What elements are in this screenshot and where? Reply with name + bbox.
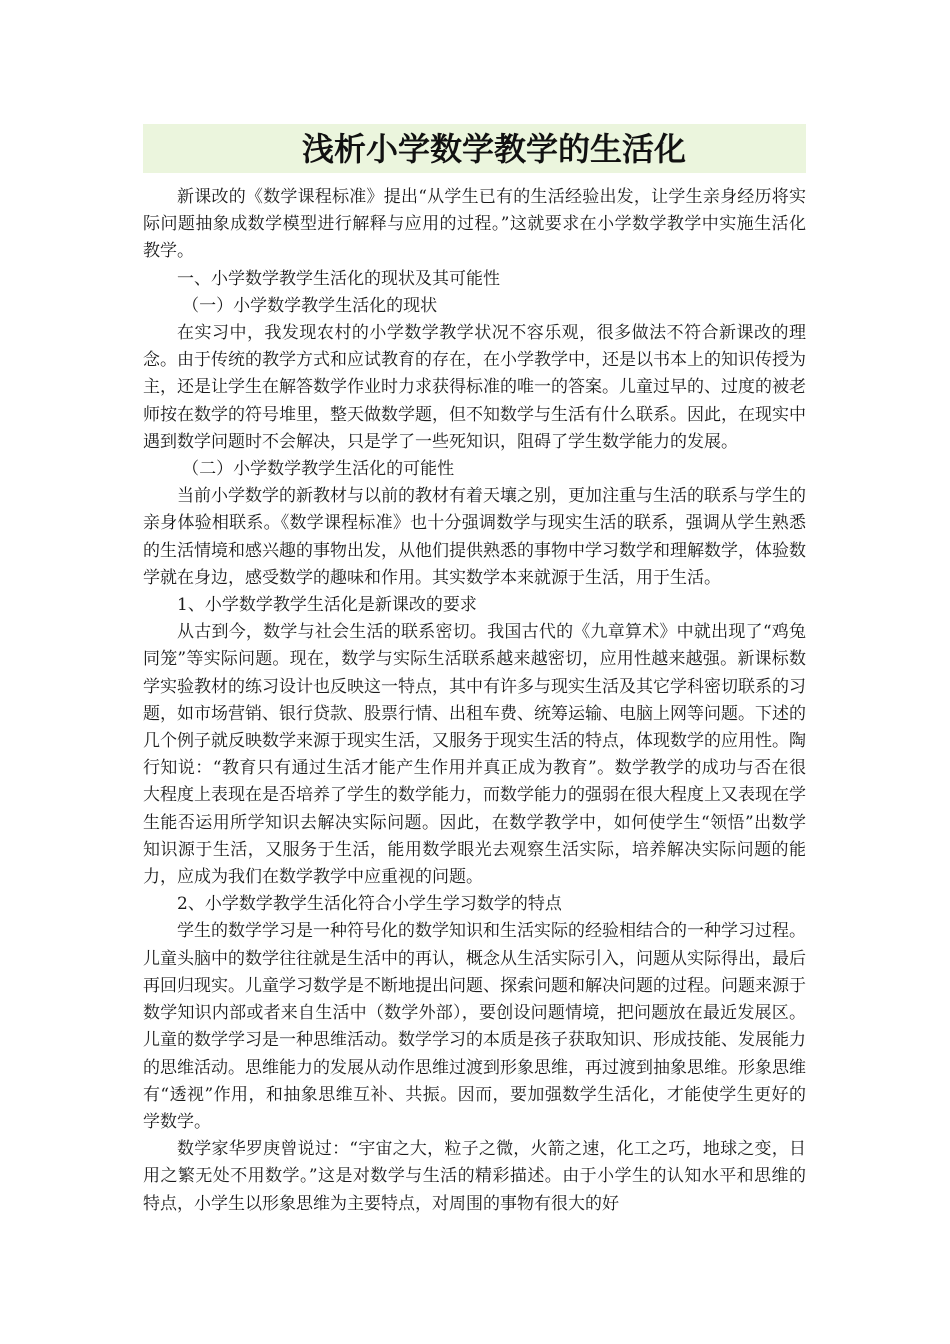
body-paragraph: 在实习中，我发现农村的小学数学教学状况不容乐观，很多做法不符合新课改的理念。由于传统的教学方式和应试教育的存在，在小学教学中，还是以书本上的知识传授为主，还是让学生在解答数学作业时力求获得标准的唯一的答案。儿童过早的、过度的被老师按在数学的符号堆里，整天做数学题，但不知数学与生活有什么联系。因此，在现实中遇到数学问题时不会解决，只是学了一些死知识，阻碍了学生数学能力的发展。 xyxy=(143,323,806,452)
subsection-heading: （二）小学数学教学生活化的可能性 xyxy=(182,459,455,480)
body-paragraph: 数学家华罗庚曾说过：“宇宙之大，粒子之微，火箭之速，化工之巧，地球之变，日用之繁无处不用数学。”这是对数学与生活的精彩描述。由于小学生的认知水平和思维的特点，小学生以形象思维为主要特点，对周围的事物有很大的好 xyxy=(143,1139,806,1214)
body-paragraph: 从古到今，数学与社会生活的联系密切。我国古代的《九章算术》中就出现了“鸡兔同笼”等实际问题。现在，数学与实际生活联系越来越密切，应用性越来越强。新课标数学实验教材的练习设计也反映这一特点，其中有许多与现实生活及其它学科密切联系的习题，如市场营销、银行贷款、股票行情、出租车费、统筹运输、电脑上网等问题。下述的几个例子就反映数学来源于现实生活，又服务于现实生活的特点，体现数学的应用性。陶行知说：“教育只有通过生活才能产生作用并真正成为教育”。数学教学的成功与否在很大程度上表现在是否培养了学生的数学能力，而数学能力的强弱在很大程度上又表现在学生能否运用所学知识去解决实际问题。因此，在数学教学中，如何使学生“领悟”出数学知识源于生活，又服务于生活，能用数学眼光去观察生活实际，培养解决实际问题的能力，应成为我们在数学教学中应重视的问题。 xyxy=(143,622,806,888)
body-paragraph: 当前小学数学的新教材与以前的教材有着天壤之别，更加注重与生活的联系与学生的亲身体验相联系。《数学课程标准》也十分强调数学与现实生活的联系，强调从学生熟悉的生活情境和感兴趣的事物出发，从他们提供熟悉的事物中学习数学和理解数学，体验数学就在身边，感受数学的趣味和作用。其实数学本来就源于生活，用于生活。 xyxy=(143,486,806,588)
body-paragraph: 学生的数学学习是一种符号化的数学知识和生活实际的经验相结合的一种学习过程。儿童头脑中的数学往往就是生活中的再认，概念从生活实际引入，问题从实际得出，最后再回归现实。儿童学习数学是不断地提出问题、探索问题和解决问题的过程。问题来源于数学知识内部或者来自生活中（数学外部），要创设问题情境，把问题放在最近发展区。儿童的数学学习是一种思维活动。数学学习的本质是孩子获取知识、形成技能、发展能力的思维活动。思维能力的发展从动作思维过渡到形象思维，再过渡到抽象思维。形象思维有“透视”作用，和抽象思维互补、共振。因而，要加强数学生活化，才能使学生更好的学数学。 xyxy=(143,921,806,1132)
section-heading: 2、小学数学教学生活化符合小学生学习数学的特点 xyxy=(177,894,562,915)
section-heading: 一、小学数学教学生活化的现状及其可能性 xyxy=(177,268,500,289)
document-title: 浅析小学数学教学的生活化 xyxy=(302,130,687,168)
section-heading: 1、小学数学教学生活化是新课改的要求 xyxy=(177,595,477,616)
subsection-heading: （一）小学数学教学生活化的现状 xyxy=(182,295,438,316)
body-paragraph: 新课改的《数学课程标准》提出“从学生已有的生活经验出发，让学生亲身经历将实际问题抽象成数学模型进行解释与应用的过程。”这就要求在小学数学教学中实施生活化教学。 xyxy=(143,187,806,262)
document-body xyxy=(143,184,806,1218)
